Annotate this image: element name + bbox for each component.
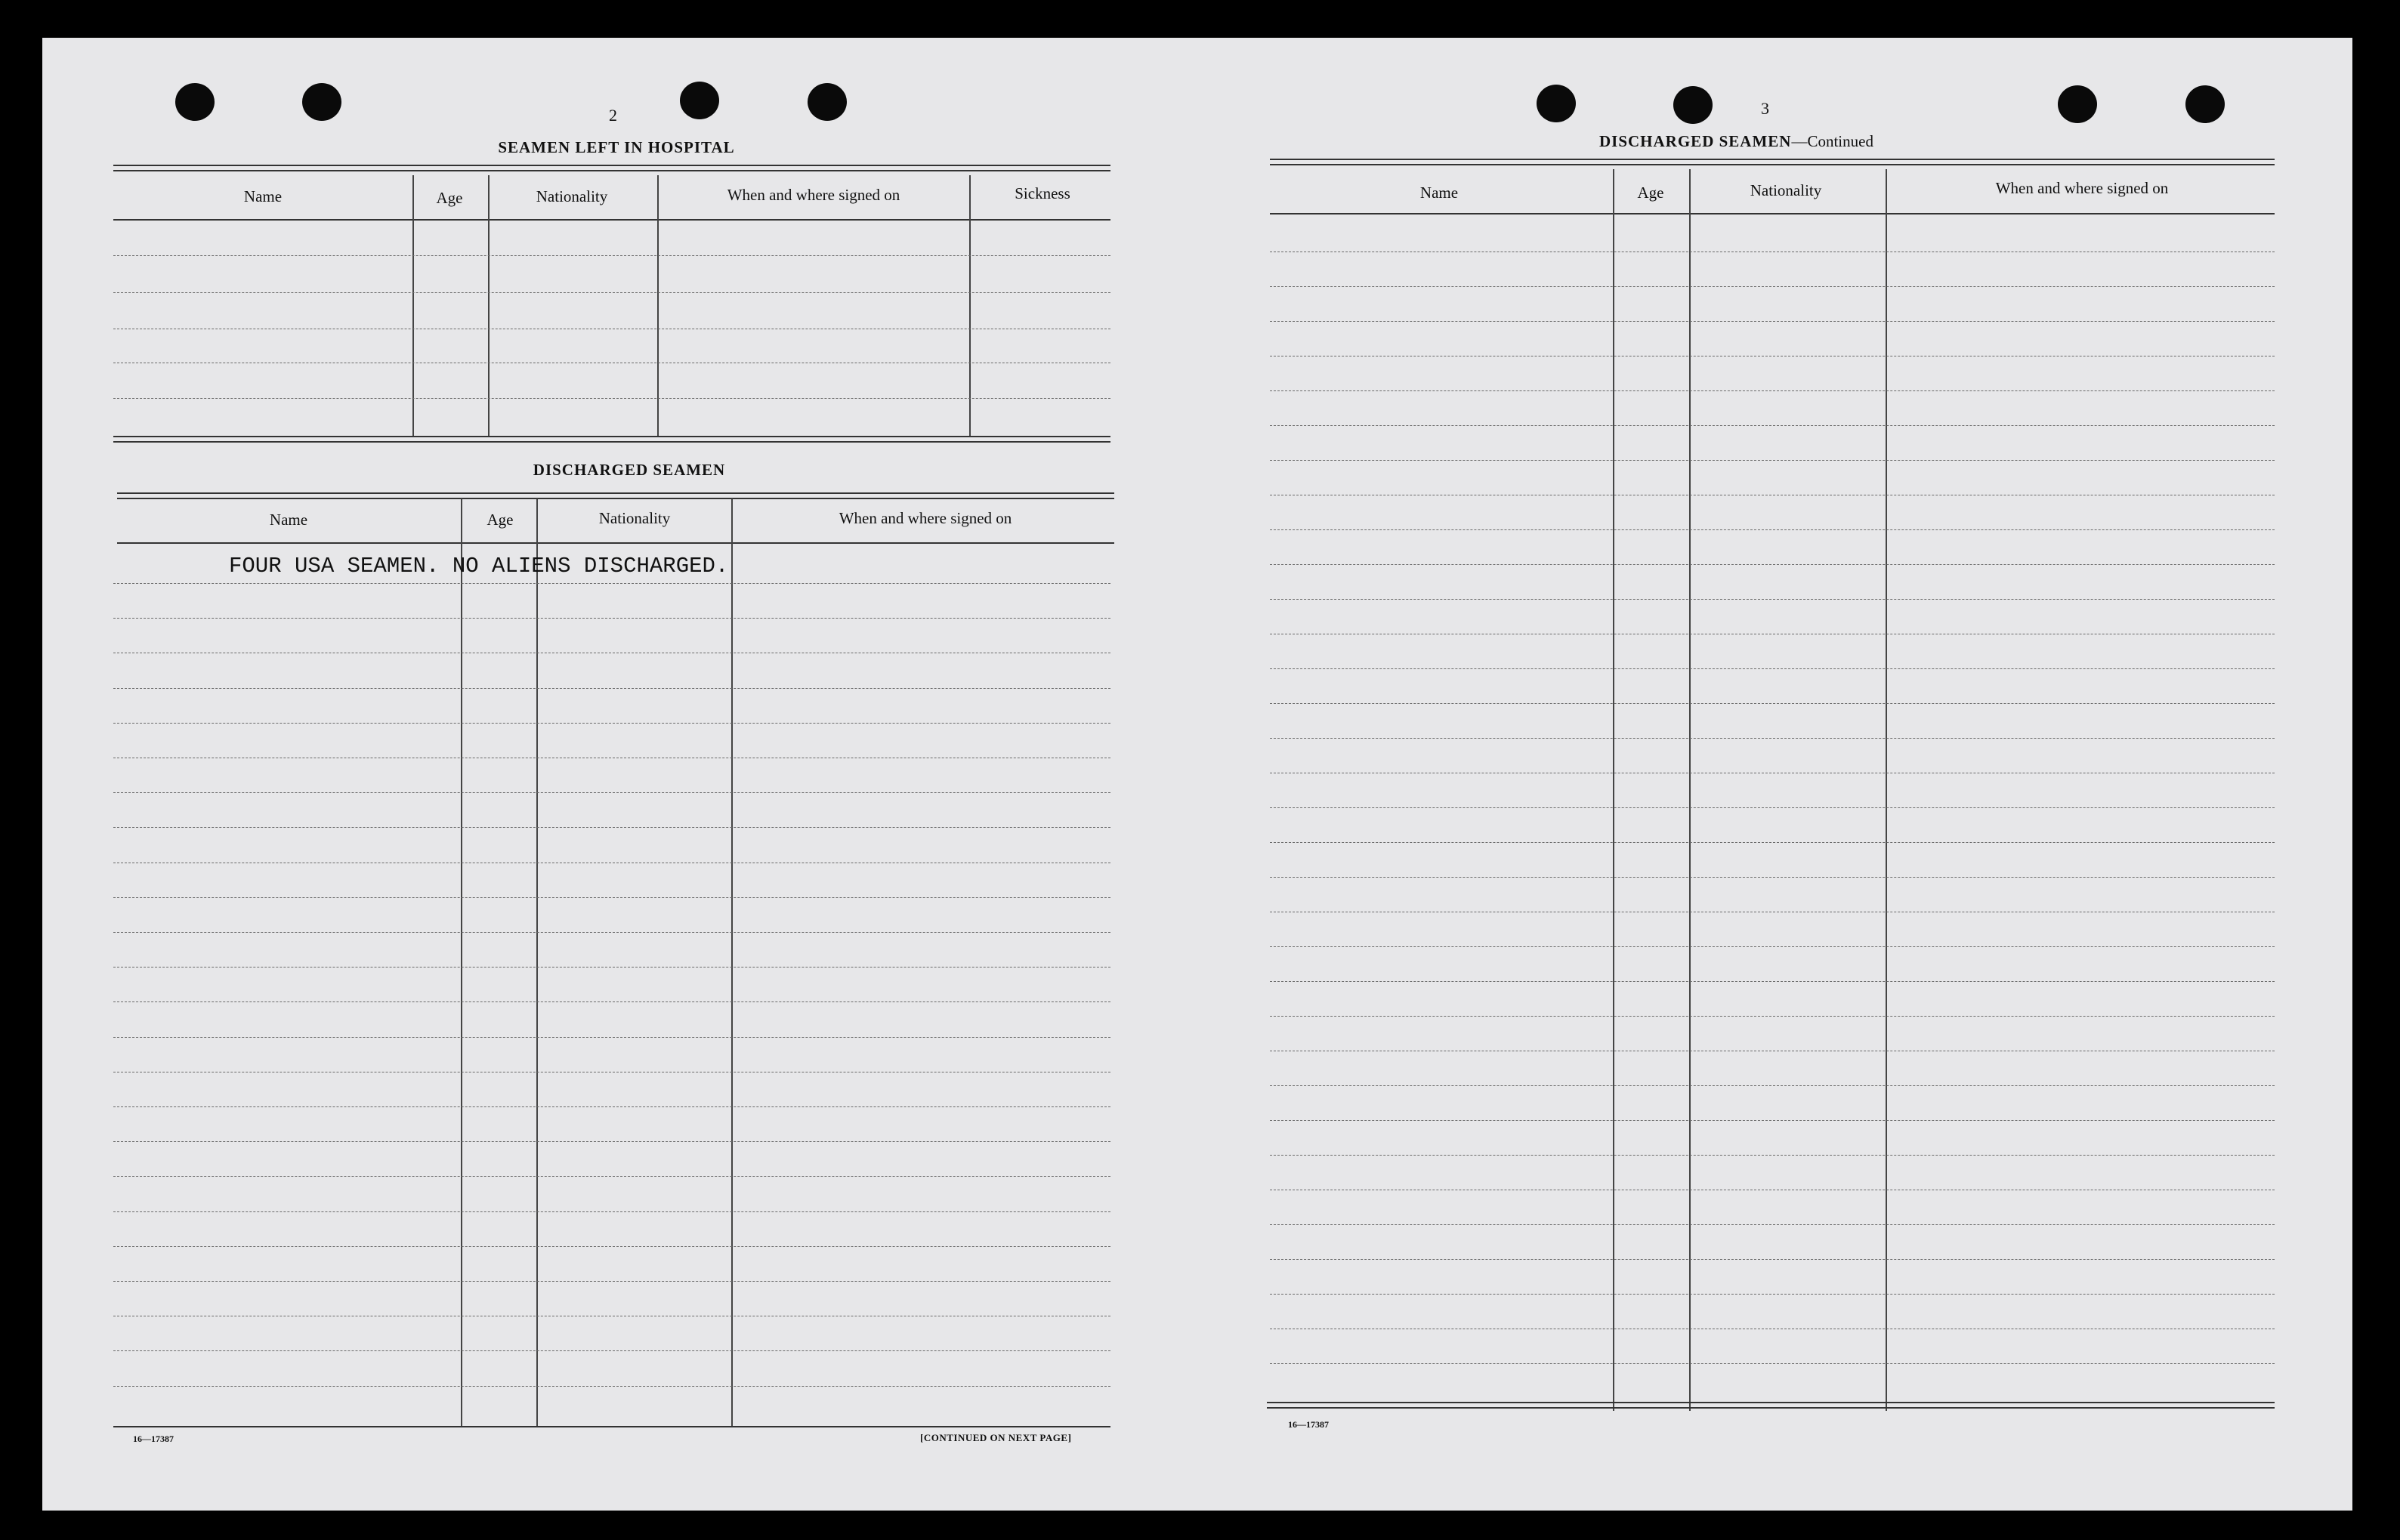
table-row (1270, 1085, 2275, 1086)
continued-note: [CONTINUED ON NEXT PAGE] (920, 1432, 1072, 1443)
table-row (113, 688, 1110, 689)
table-row (1270, 425, 2275, 426)
table-row (113, 932, 1110, 933)
double-rule (113, 436, 1110, 443)
page-number: 3 (1761, 99, 1769, 118)
punch-hole (302, 83, 341, 121)
table-row (113, 292, 1110, 293)
table-row (113, 1281, 1110, 1282)
double-rule (113, 165, 1110, 171)
table-row (113, 792, 1110, 793)
section-title-main: DISCHARGED SEAMEN (1599, 132, 1792, 150)
column-header-nationality: Nationality (536, 187, 608, 205)
table-row (113, 255, 1110, 256)
header-rule (117, 542, 1114, 544)
table-row (1270, 842, 2275, 843)
section-title (1599, 132, 1873, 151)
column-divider (969, 175, 971, 436)
table-row (1270, 1363, 2275, 1364)
column-divider (461, 498, 462, 1426)
table-row (1270, 1155, 2275, 1156)
bottom-rule (113, 1426, 1110, 1427)
table-row (1270, 529, 2275, 530)
table-row (1270, 1016, 2275, 1017)
column-header-age: Age (1637, 184, 1664, 202)
table-row (1270, 599, 2275, 600)
column-header-name: Name (1419, 184, 1459, 202)
table-row (113, 1001, 1110, 1002)
punch-hole (175, 83, 215, 121)
form-number: 16—17387 (133, 1434, 174, 1444)
double-rule (1270, 159, 2275, 165)
punch-hole (808, 83, 847, 121)
table-row (1270, 286, 2275, 287)
header-rule (1270, 213, 2275, 214)
column-divider (657, 175, 659, 436)
table-row (1270, 981, 2275, 982)
column-header-name: Name (243, 187, 283, 205)
table-row (1270, 1259, 2275, 1260)
column-header-sickness: Sickness (1015, 184, 1070, 202)
column-header-signed-on: When and where signed on (727, 186, 900, 204)
section-title: SEAMEN LEFT IN HOSPITAL (498, 138, 735, 156)
table-row (113, 827, 1110, 828)
table-row (113, 618, 1110, 619)
typed-entry: FOUR USA SEAMEN. NO ALIENS DISCHARGED. (229, 554, 729, 579)
column-header-signed-on: When and where signed on (839, 509, 1012, 527)
table-row (1270, 460, 2275, 461)
table-row (113, 398, 1110, 399)
column-header-nationality: Nationality (598, 509, 671, 527)
double-rule (1267, 1402, 2275, 1409)
column-header-age: Age (436, 189, 463, 207)
table-row (1270, 321, 2275, 322)
table-row (1270, 668, 2275, 669)
column-divider (488, 175, 490, 436)
table-row (113, 967, 1110, 968)
double-rule (117, 492, 1114, 499)
table-row (113, 583, 1110, 584)
page-number: 2 (609, 106, 617, 125)
table-row (113, 1211, 1110, 1212)
form-number: 16—17387 (1288, 1419, 1329, 1430)
table-row (113, 1037, 1110, 1038)
table-row (113, 1176, 1110, 1177)
section-title: DISCHARGED SEAMEN (533, 461, 726, 479)
column-header-age: Age (486, 511, 514, 529)
punch-hole (2185, 85, 2225, 123)
table-row (1270, 390, 2275, 391)
header-rule (113, 219, 1110, 221)
table-row (1270, 1224, 2275, 1225)
punch-hole (1537, 85, 1576, 122)
table-row (113, 1141, 1110, 1142)
table-row (1270, 564, 2275, 565)
table-row (113, 1106, 1110, 1107)
column-header-name: Name (269, 511, 308, 529)
table-row (1270, 703, 2275, 704)
column-header-signed-on: When and where signed on (1995, 179, 2169, 197)
table-row (1270, 946, 2275, 947)
table-row (113, 897, 1110, 898)
table-row (1270, 1294, 2275, 1295)
table-row (1270, 807, 2275, 808)
table-row (113, 723, 1110, 724)
punch-hole (680, 82, 719, 119)
column-divider (412, 175, 414, 436)
column-divider (536, 498, 538, 1426)
document-spread (42, 38, 2352, 1511)
table-row (113, 1350, 1110, 1351)
table-row (1270, 1120, 2275, 1121)
table-row (1270, 738, 2275, 739)
column-divider (731, 498, 733, 1426)
table-row (113, 1386, 1110, 1387)
section-title-suffix: —Continued (1791, 132, 1873, 150)
table-row (1270, 877, 2275, 878)
punch-hole (1673, 86, 1713, 124)
column-header-nationality: Nationality (1750, 181, 1822, 199)
table-row (113, 1246, 1110, 1247)
punch-hole (2058, 85, 2097, 123)
